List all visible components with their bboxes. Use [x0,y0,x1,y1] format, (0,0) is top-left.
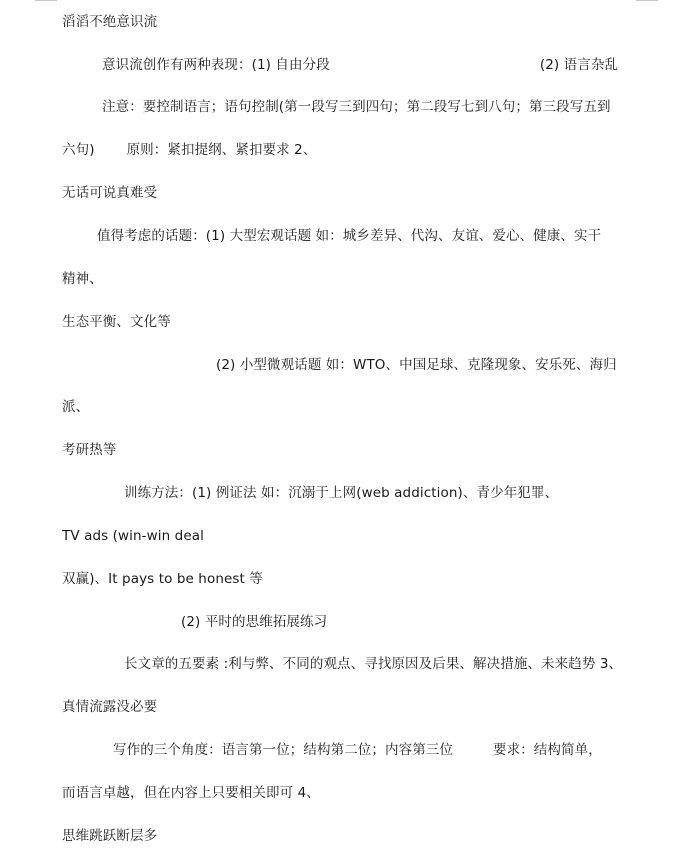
page-corner-mark-left [35,0,57,1]
text-line: (2) 平时的思维拓展练习 [181,614,328,630]
text-segment: 原则：紧扣提纲、紧扣要求 2、 [126,142,317,158]
text-line: 无话可说真难受 [62,185,158,201]
text-line: 生态平衡、文化等 [62,314,171,330]
text-line: TV ads (win-win deal [62,528,204,544]
text-line: 思维跳跃断层多 [62,828,158,844]
text-line: 精神、 [62,271,103,287]
text-line: 双赢)、It pays to be honest 等 [62,571,263,587]
text-line: 考研热等 [62,442,117,458]
text-segment: 写作的三个角度：语言第一位；结构第二位；内容第三位 [113,742,453,758]
page-corner-mark-right [636,0,658,1]
text-line [102,56,618,74]
text-line: 训练方法：(1) 例证法 如：沉溺于上网(web addiction)、青少年犯罪、 [124,485,559,501]
text-line: 而语言卓越，但在内容上只要相关即可 4、 [62,785,320,801]
text-segment: 意识流创作有两种表现：(1) 自由分段 [102,57,330,73]
text-line: 真情流露没必要 [62,699,158,715]
text-line [62,141,316,159]
text-line: 注意：要控制语言；语句控制(第一段写三到四句；第二段写七到八句；第三段写五到 [102,99,611,115]
text-line: 滔滔不绝意识流 [62,14,158,30]
text-line: 派、 [62,399,90,415]
text-line: 值得考虑的话题：(1) 大型宏观话题 如：城乡差异、代沟、友谊、爱心、健康、实干 [97,228,602,244]
text-segment: (2) 语言杂乱 [539,57,619,73]
text-line [113,741,602,759]
text-segment: 要求：结构简单， [493,742,602,758]
text-segment: 六句) [62,142,95,158]
text-line: 长文章的五要素 :利与弊、不同的观点、寻找原因及后果、解决措施、未来趋势 3、 [124,656,623,672]
text-line: (2) 小型微观话题 如：WTO、中国足球、克隆现象、安乐死、海归 [216,357,617,373]
